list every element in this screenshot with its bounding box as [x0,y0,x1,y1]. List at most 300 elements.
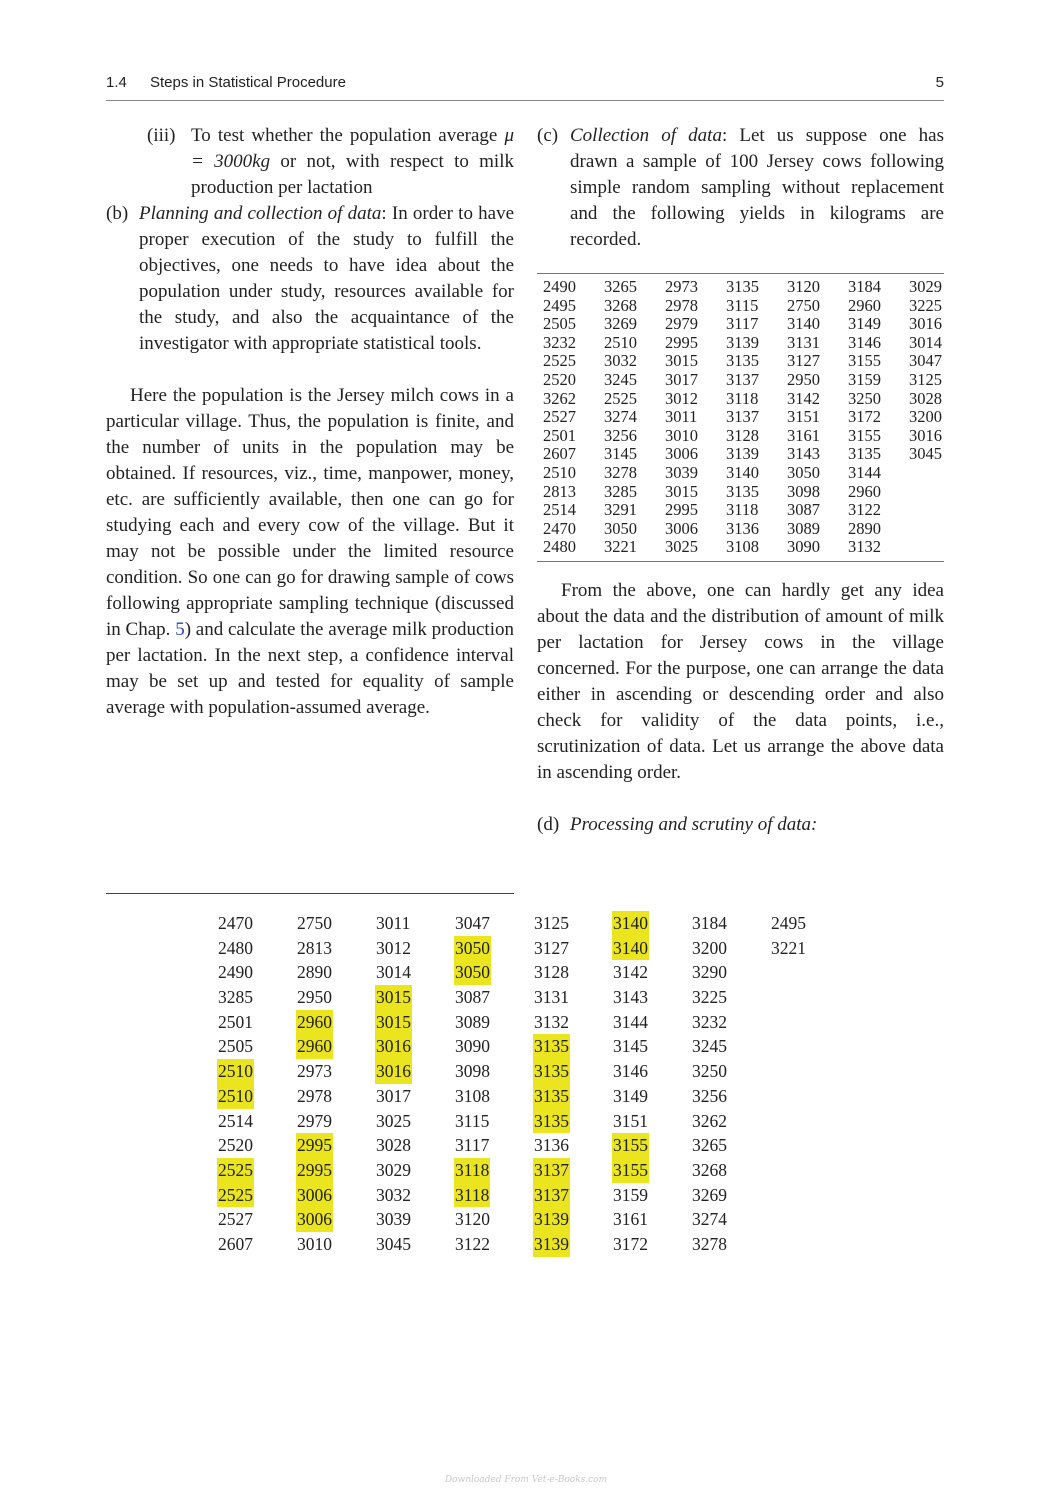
table-cell: 3285 [604,481,637,501]
item-text: : In order to have proper execution of the study to fulfill the objectives, one needs to have idea about the population under study, resources available for the study, and also the acquaintance of the investigator with appropriate statistical tools. [139,203,515,354]
list-item-b [106,201,514,357]
highlighted-value: 3135 [533,1109,570,1134]
table-cell: 3028 [909,388,942,408]
highlighted-value: 3015 [375,1010,412,1035]
highlighted-value: 2995 [296,1158,333,1183]
cell-value: 3146 [613,1061,648,1082]
table-cell: 3135 [848,444,881,464]
highlighted-value: 3015 [375,985,412,1010]
table-cell: 3144 [848,462,881,482]
table-cell [534,1034,613,1059]
item-text: : Let us suppose one has drawn a sample of 100 Jersey cows following simple random sampling without replacement and the following yields in kilograms are recorded. [570,125,944,250]
cell-value: 3274 [692,1209,727,1230]
paragraph-text: ) and calculate the average milk production per lactation. In the next step, a confidence interval may be set up and tested for equality of sample average with population-assumed average. [106,619,514,718]
table-cell [534,1207,613,1232]
cell-value: 3011 [376,913,411,933]
table-cell [613,1133,692,1158]
table-row [218,1232,850,1257]
table-cell [376,1158,455,1183]
table-row [543,520,944,539]
cell-value: 3221 [771,937,806,958]
item-text: To test whether the population average [191,125,505,146]
table-cell: 3274 [604,407,637,427]
table-cell [692,1158,771,1183]
cell-value: 3045 [376,1233,411,1254]
table-cell: 3221 [604,537,637,557]
highlighted-value: 2960 [296,1010,333,1035]
cell-value: 3039 [376,1209,411,1230]
cell-value: 2480 [218,937,253,958]
table-row [543,352,944,371]
table-cell [692,960,771,985]
table-cell: 2527 [543,407,576,427]
table-row [218,1084,850,1109]
table-cell [455,1183,534,1208]
table-cell [218,1158,297,1183]
cell-value: 2607 [218,1233,253,1254]
highlighted-value: 3118 [454,1158,490,1183]
table-cell [534,1232,613,1257]
cell-value: 3184 [692,913,727,933]
table-cell [376,1010,455,1035]
table-cell [297,960,376,985]
table-cell: 3012 [665,388,698,408]
running-header [106,70,944,101]
table-cell: 3029 [909,277,942,296]
table-cell: 3151 [787,407,820,427]
cell-value: 3089 [455,1011,490,1032]
table-cell: 3089 [787,518,820,538]
table-cell [613,1232,692,1257]
highlighted-value: 3139 [533,1207,570,1232]
table-cell [692,1084,771,1109]
cell-value: 3117 [455,1135,490,1156]
table-cell [534,985,613,1010]
table-cell [692,936,771,961]
highlighted-value: 3118 [454,1183,490,1208]
table-cell [376,1034,455,1059]
table-row [543,464,944,483]
highlighted-value: 3139 [533,1232,570,1257]
highlighted-value: 3050 [454,936,491,961]
table-row [543,315,944,334]
raw-data-table [537,273,944,562]
body-paragraph [106,383,514,721]
table-cell [692,1034,771,1059]
cell-value: 3090 [455,1036,490,1057]
table-cell: 3140 [726,462,759,482]
section-title: Steps in Statistical Procedure [150,74,346,91]
table-row [218,1010,850,1035]
table-row [218,1207,850,1232]
highlighted-value: 3016 [375,1059,412,1084]
table-cell: 3265 [604,277,637,296]
highlighted-value: 3050 [454,960,491,985]
cell-value: 2501 [218,1011,253,1032]
table-cell: 3161 [787,425,820,445]
highlighted-value: 3135 [533,1034,570,1059]
table-cell: 3118 [726,388,759,408]
table-cell [692,1232,771,1257]
cell-value: 3225 [692,987,727,1008]
table-cell [534,1084,613,1109]
table-cell: 3137 [726,369,759,389]
table-cell [692,985,771,1010]
cell-value: 3125 [534,913,569,933]
table-cell [297,1133,376,1158]
table-cell [297,911,376,936]
table-row [218,911,850,936]
cell-value: 2890 [297,962,332,983]
highlighted-value: 3137 [533,1183,570,1208]
table-cell [455,985,534,1010]
highlighted-value: 3135 [533,1059,570,1084]
table-cell [692,1059,771,1084]
table-cell [613,936,692,961]
table-cell [376,1059,455,1084]
table-cell: 2470 [543,518,576,538]
table-cell [534,911,613,936]
table-cell [218,911,297,936]
cell-value: 3145 [613,1036,648,1057]
table-cell: 3108 [726,537,759,557]
cell-value: 2950 [297,987,332,1008]
table-cell: 3155 [848,425,881,445]
table-row [543,390,944,409]
table-cell [376,1183,455,1208]
table-cell [534,936,613,961]
table-row [218,936,850,961]
table-cell [534,1010,613,1035]
table-cell: 3010 [665,425,698,445]
table-cell: 3045 [909,444,942,464]
table-cell: 3140 [787,314,820,334]
cell-value: 3245 [692,1036,727,1057]
cell-value: 3132 [534,1011,569,1032]
table-cell: 2960 [848,481,881,501]
table-row [543,445,944,464]
table-cell: 2607 [543,444,576,464]
cell-value: 3098 [455,1061,490,1082]
table-cell: 3135 [726,351,759,371]
cell-value: 2505 [218,1036,253,1057]
page-number: 5 [935,74,944,91]
table-cell [534,960,613,985]
cell-value: 3108 [455,1085,490,1106]
table-cell: 3087 [787,500,820,520]
table-cell: 2979 [665,314,698,334]
table-cell: 3159 [848,369,881,389]
table-cell: 2495 [543,295,576,315]
table-cell [218,936,297,961]
table-cell [613,1207,692,1232]
cell-value: 3122 [455,1233,490,1254]
table-cell [455,1207,534,1232]
list-item-c [537,123,944,253]
cell-value: 3161 [613,1209,648,1230]
cell-value: 2973 [297,1061,332,1082]
table-cell [455,1133,534,1158]
table-cell: 2973 [665,277,698,296]
cell-value: 3120 [455,1209,490,1230]
table-cell: 2995 [665,332,698,352]
table-cell [613,985,692,1010]
table-cell [455,1158,534,1183]
table-cell: 3262 [543,388,576,408]
table-cell [613,1183,692,1208]
cell-value: 3032 [376,1184,411,1205]
table-cell: 2510 [604,332,637,352]
highlighted-value: 3137 [533,1158,570,1183]
table-cell [613,1059,692,1084]
table-cell [613,911,692,936]
table-cell: 2750 [787,295,820,315]
table-row [543,334,944,353]
table-cell [218,1084,297,1109]
cell-value: 3142 [613,962,648,983]
table-cell [534,1183,613,1208]
cell-value: 3136 [534,1135,569,1156]
table-cell: 3139 [726,444,759,464]
table-row [543,483,944,502]
item-title: Planning and collection of data [139,203,382,224]
chapter-link[interactable]: 5 [175,619,185,640]
table-cell [297,936,376,961]
highlighted-value: 2525 [217,1183,254,1208]
cell-value: 3200 [692,937,727,958]
table-cell: 3115 [726,295,759,315]
table-cell: 3127 [787,351,820,371]
table-cell: 3132 [848,537,881,557]
table-cell [613,960,692,985]
table-cell [218,960,297,985]
table-cell [613,1158,692,1183]
table-cell [534,1109,613,1134]
left-column [106,123,514,721]
table-cell [613,1084,692,1109]
cell-value: 2978 [297,1085,332,1106]
table-cell: 3011 [665,407,698,427]
cell-value: 3087 [455,987,490,1008]
table-cell: 3256 [604,425,637,445]
table-cell: 3184 [848,277,881,296]
item-text: or not, with respect to milk production per lactation [191,151,514,198]
section-number: 1.4 [106,74,127,91]
table-cell: 3014 [909,332,942,352]
table-cell [376,1084,455,1109]
cell-value: 3014 [376,962,411,983]
table-cell: 3149 [848,314,881,334]
cell-value: 3127 [534,937,569,958]
cell-value: 2527 [218,1209,253,1230]
table-cell: 3278 [604,462,637,482]
cell-value: 3262 [692,1110,727,1131]
table-row [218,985,850,1010]
table-row [218,1183,850,1208]
highlighted-value: 2995 [296,1133,333,1158]
cell-value: 3149 [613,1085,648,1106]
cell-value: 3047 [455,913,490,933]
list-marker: (b) [106,203,129,224]
table-row [543,278,944,297]
divider [106,893,514,894]
table-cell: 3050 [787,462,820,482]
item-title: Processing and scrutiny of data: [570,813,818,835]
table-cell: 2813 [543,481,576,501]
table-cell [297,1232,376,1257]
table-row [543,371,944,390]
cell-value: 3290 [692,962,727,983]
table-cell [692,1010,771,1035]
cell-value: 3029 [376,1159,411,1180]
table-cell: 3017 [665,369,698,389]
watermark: Downloaded From Vet-e-Books.com [444,1475,608,1485]
table-cell: 3245 [604,369,637,389]
list-marker: (iii) [147,125,176,146]
table-cell: 2480 [543,537,576,557]
cell-value: 3010 [297,1233,332,1254]
highlighted-value: 2510 [217,1059,254,1084]
table-cell [692,911,771,936]
table-cell [376,1133,455,1158]
table-cell [455,1010,534,1035]
cell-value: 2490 [218,962,253,983]
cell-value: 3144 [613,1011,648,1032]
table-row [218,1158,850,1183]
cell-value: 3285 [218,987,253,1008]
table-cell: 3145 [604,444,637,464]
table-cell [534,1158,613,1183]
cell-value: 3012 [376,937,411,958]
table-cell [218,1059,297,1084]
table-cell: 2960 [848,295,881,315]
table-cell: 3232 [543,332,576,352]
list-marker: (d) [537,813,560,835]
table-cell: 3120 [787,277,820,296]
table-cell [297,1034,376,1059]
table-row [218,1133,850,1158]
table-cell [455,1034,534,1059]
table-cell: 3006 [665,444,698,464]
table-cell [297,985,376,1010]
table-cell [297,1158,376,1183]
table-cell [297,1059,376,1084]
highlighted-value: 3016 [375,1034,412,1059]
table-cell [376,960,455,985]
list-item-d [537,812,944,838]
table-cell: 3125 [909,369,942,389]
table-cell: 2505 [543,314,576,334]
table-cell [613,1109,692,1134]
table-cell [376,911,455,936]
table-cell [692,1183,771,1208]
table-cell: 3146 [848,332,881,352]
sorted-data-table [218,911,850,1257]
right-column [537,123,944,838]
highlighted-value: 3155 [612,1158,649,1183]
cell-value: 3256 [692,1085,727,1106]
table-cell [218,1133,297,1158]
cell-value: 3025 [376,1110,411,1131]
list-marker: (c) [537,125,559,146]
highlighted-value: 3135 [533,1084,570,1109]
table-cell: 2525 [543,351,576,371]
cell-value: 2470 [218,913,253,933]
table-cell [692,1133,771,1158]
table-cell [376,985,455,1010]
table-cell: 3200 [909,407,942,427]
table-cell: 3050 [604,518,637,538]
cell-value: 3265 [692,1135,727,1156]
table-cell [297,1109,376,1134]
table-cell: 3225 [909,295,942,315]
table-cell: 3032 [604,351,637,371]
table-cell [297,1010,376,1035]
table-cell [297,1084,376,1109]
table-cell: 3268 [604,295,637,315]
table-cell: 3025 [665,537,698,557]
table-cell [455,1232,534,1257]
table-cell: 3016 [909,425,942,445]
table-cell: 3117 [726,314,759,334]
math-expression: μ = 3000kg [191,125,514,172]
table-cell [297,1207,376,1232]
table-cell: 3142 [787,388,820,408]
table-row [543,501,944,520]
cell-value: 3017 [376,1085,411,1106]
paragraph-text: Here the population is the Jersey milch cows in a particular village. Thus, the population is finite, and the number of units in the population may be obtained. If resources, viz., time, manpower, money, etc. are sufficiently available, then one can go for studying each and every cow of the village. But it may not be possible under the limited resource condition. So one can go for drawing sample of cows following appropriate sampling technique (discussed in Chap. [106,385,514,640]
table-row [218,1034,850,1059]
table-cell [376,1207,455,1232]
table-cell: 2995 [665,500,698,520]
cell-value: 3115 [455,1110,490,1131]
table-cell [534,1133,613,1158]
table-cell: 2520 [543,369,576,389]
table-cell: 3122 [848,500,881,520]
table-cell [455,911,534,936]
list-item-iii [106,123,514,201]
cell-value: 3159 [613,1184,648,1205]
highlighted-value: 2960 [296,1034,333,1059]
table-cell [218,1034,297,1059]
table-row [543,427,944,446]
table-cell: 3139 [726,332,759,352]
table-cell: 2510 [543,462,576,482]
table-cell: 2490 [543,277,576,296]
table-cell: 3015 [665,481,698,501]
table-row [218,960,850,985]
highlighted-value: 2525 [217,1158,254,1183]
table-cell [218,1010,297,1035]
cell-value: 3172 [613,1233,648,1254]
highlighted-value: 3140 [612,911,649,936]
table-cell: 2514 [543,500,576,520]
table-cell [455,1084,534,1109]
table-cell: 3250 [848,388,881,408]
table-cell: 3172 [848,407,881,427]
table-cell: 3131 [787,332,820,352]
cell-value: 3232 [692,1011,727,1032]
table-cell: 3098 [787,481,820,501]
cell-value: 2979 [297,1110,332,1131]
body-paragraph: From the above, one can hardly get any idea about the data and the distribution of amount of milk per lactation for Jersey cows in the village concerned. For the purpose, one can arrange the data either in ascending or descending order and also check for validity of the data points, i.e., scrutinization of data. Let us arrange the above data in ascending order. [537,579,944,783]
cell-value: 3028 [376,1135,411,1156]
cell-value: 2750 [297,913,332,933]
table-cell [771,911,850,936]
cell-value: 3269 [692,1184,727,1205]
highlighted-value: 3140 [612,936,649,961]
table-cell [692,1109,771,1134]
